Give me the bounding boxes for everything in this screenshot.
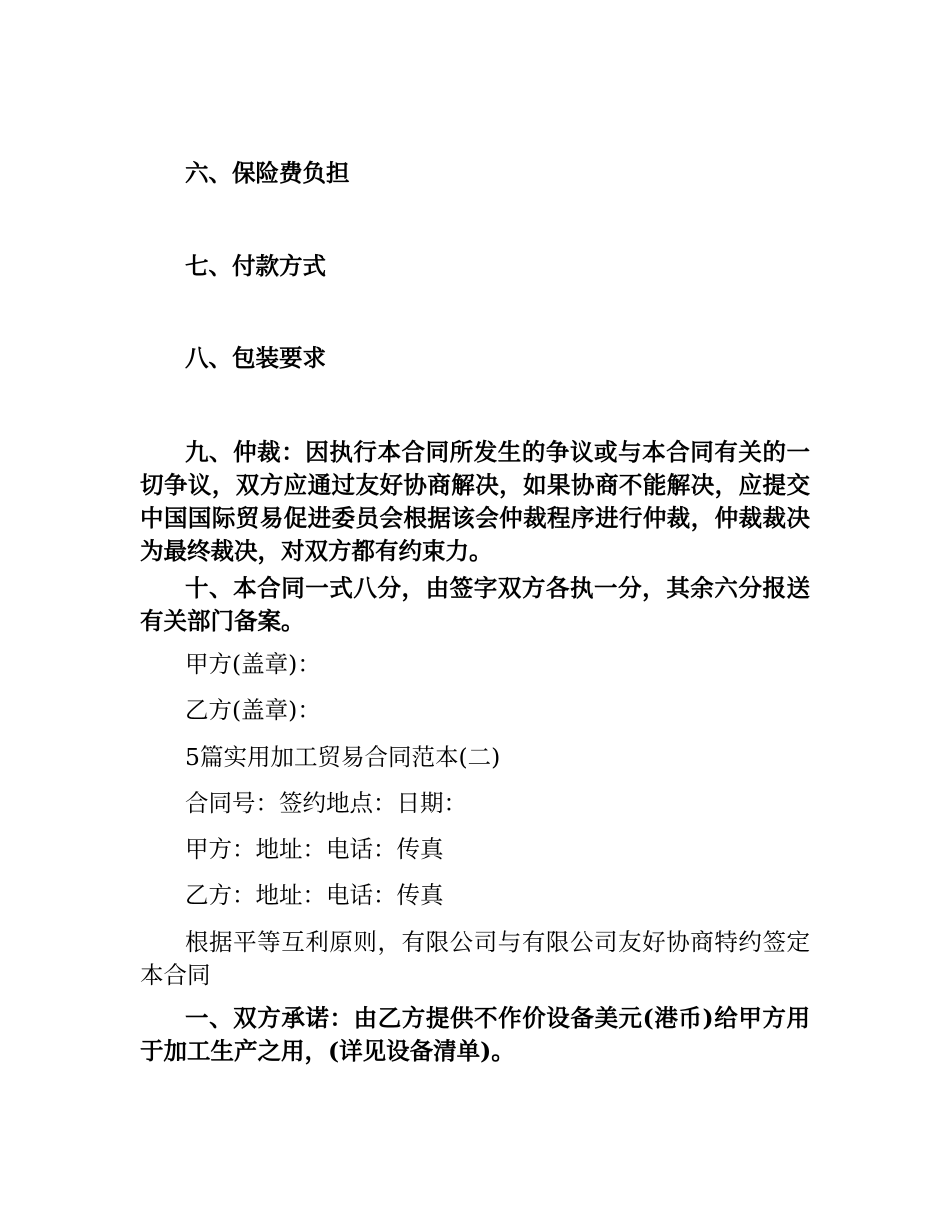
heading-packaging: 八、包装要求: [185, 344, 326, 372]
clause-one: 一、双方承诺：由乙方提供不作价设备美元(港币)给甲方用于加工生产之用，(详见设备清单)。: [140, 1004, 810, 1065]
heading-insurance: 六、保险费负担: [185, 159, 350, 187]
clause-arbitration: 九、仲裁：因执行本合同所发生的争议或与本合同有关的一切争议，双方应通过友好协商解决，如果协商不能解决，应提交中国国际贸易促进委员会根据该会仲裁程序进行仲裁，仲裁裁决为最终裁决，对双方都有约束力。: [140, 438, 810, 565]
clause-copies: 十、本合同一式八分，由签字双方各执一分，其余六分报送有关部门备案。: [140, 574, 810, 635]
second-contract-title: 5篇实用加工贸易合同范本(二): [185, 743, 501, 771]
heading-payment: 七、付款方式: [185, 252, 326, 280]
contract-info: 合同号：签约地点：日期：: [185, 789, 467, 817]
party-b-seal: 乙方(盖章)：: [185, 696, 321, 724]
preamble: 根据平等互利原则，有限公司与有限公司友好协商特约签定本合同: [140, 928, 810, 989]
party-a-seal: 甲方(盖章)：: [185, 650, 321, 678]
party-a-info: 甲方：地址：电话：传真: [185, 835, 444, 863]
party-b-info: 乙方：地址：电话：传真: [185, 881, 444, 909]
